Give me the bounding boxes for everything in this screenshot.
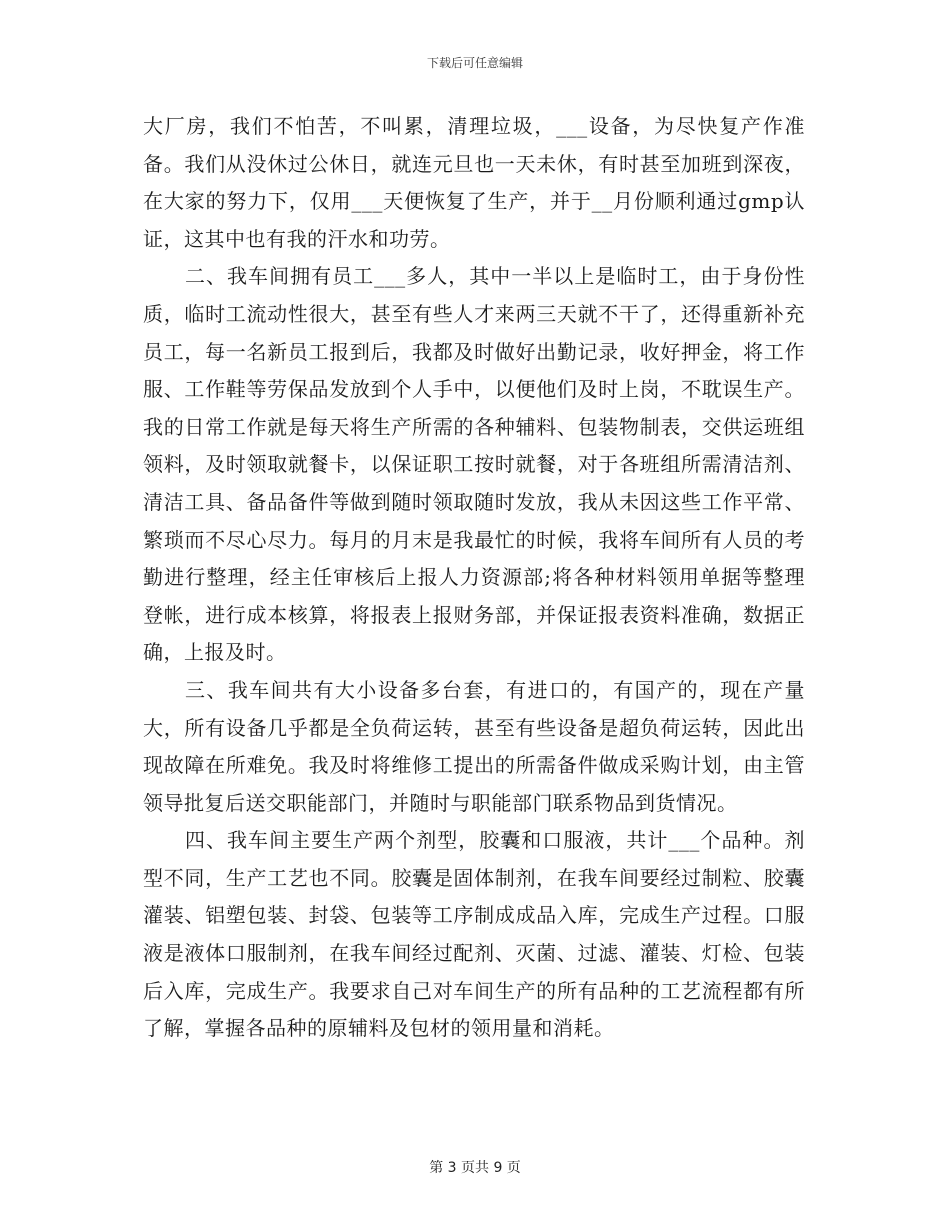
paragraph-continuation: 大厂房，我们不怕苦，不叫累，清理垃圾，___设备，为尽快复产作准备。我们从没休过公休日，就连元旦也一天未休，有时甚至加班到深夜，在大家的努力下，仅用___天便恢复了生产，并于__月份顺利通过gmp认证，这其中也有我的汗水和功劳。 bbox=[143, 114, 805, 251]
paragraph-production: 四、我车间主要生产两个剂型，胶囊和口服液，共计___个品种。剂型不同，生产工艺也不同。胶囊是固体制剂，在我车间要经过制粒、胶囊灌装、铝塑包装、封袋、包装等工序制成成品入库，完成生产过程。口服液是液体口服制剂，在我车间经过配剂、灭菌、过滤、灌装、灯检、包装后入库，完成生产。我要求自己对车间生产的所有品种的工艺流程都有所了解，掌握各品种的原辅料及包材的领用量和消耗。 bbox=[143, 828, 805, 1041]
page-header: 下载后可任意编辑 bbox=[426, 56, 523, 70]
paragraph-staff: 二、我车间拥有员工___多人，其中一半以上是临时工，由于身份性质，临时工流动性很大，甚至有些人才来两三天就不干了，还得重新补充员工，每一名新员工报到后，我都及时做好出勤记录，收好押金，将工作服、工作鞋等劳保品发放到个人手中，以便他们及时上岗，不耽误生产。我的日常工作就是每天将生产所需的各种辅料、包装物制表，交供运班组领料，及时领取就餐卡，以保证职工按时就餐，对于各班组所需清洁剂、清洁工具、备品备件等做到随时领取随时发放，我从未因这些工作平常、繁琐而不尽心尽力。每月的月末是我最忙的时候，我将车间所有人员的考勤进行整理，经主任审核后上报人力资源部;将各种材料领用单据等整理登帐，进行成本核算，将报表上报财务部，并保证报表资料准确，数据正确，上报及时。 bbox=[143, 264, 805, 665]
paragraph-equipment: 三、我车间共有大小设备多台套，有进口的，有国产的，现在产量大，所有设备几乎都是全负荷运转，甚至有些设备是超负荷运转，因此出现故障在所难免。我及时将维修工提出的所需备件做成采购计划，由主管领导批复后送交职能部门，并随时与职能部门联系物品到货情况。 bbox=[143, 677, 805, 815]
page-footer: 第 3 页共 9 页 bbox=[429, 1160, 521, 1176]
document-body bbox=[143, 108, 805, 1048]
